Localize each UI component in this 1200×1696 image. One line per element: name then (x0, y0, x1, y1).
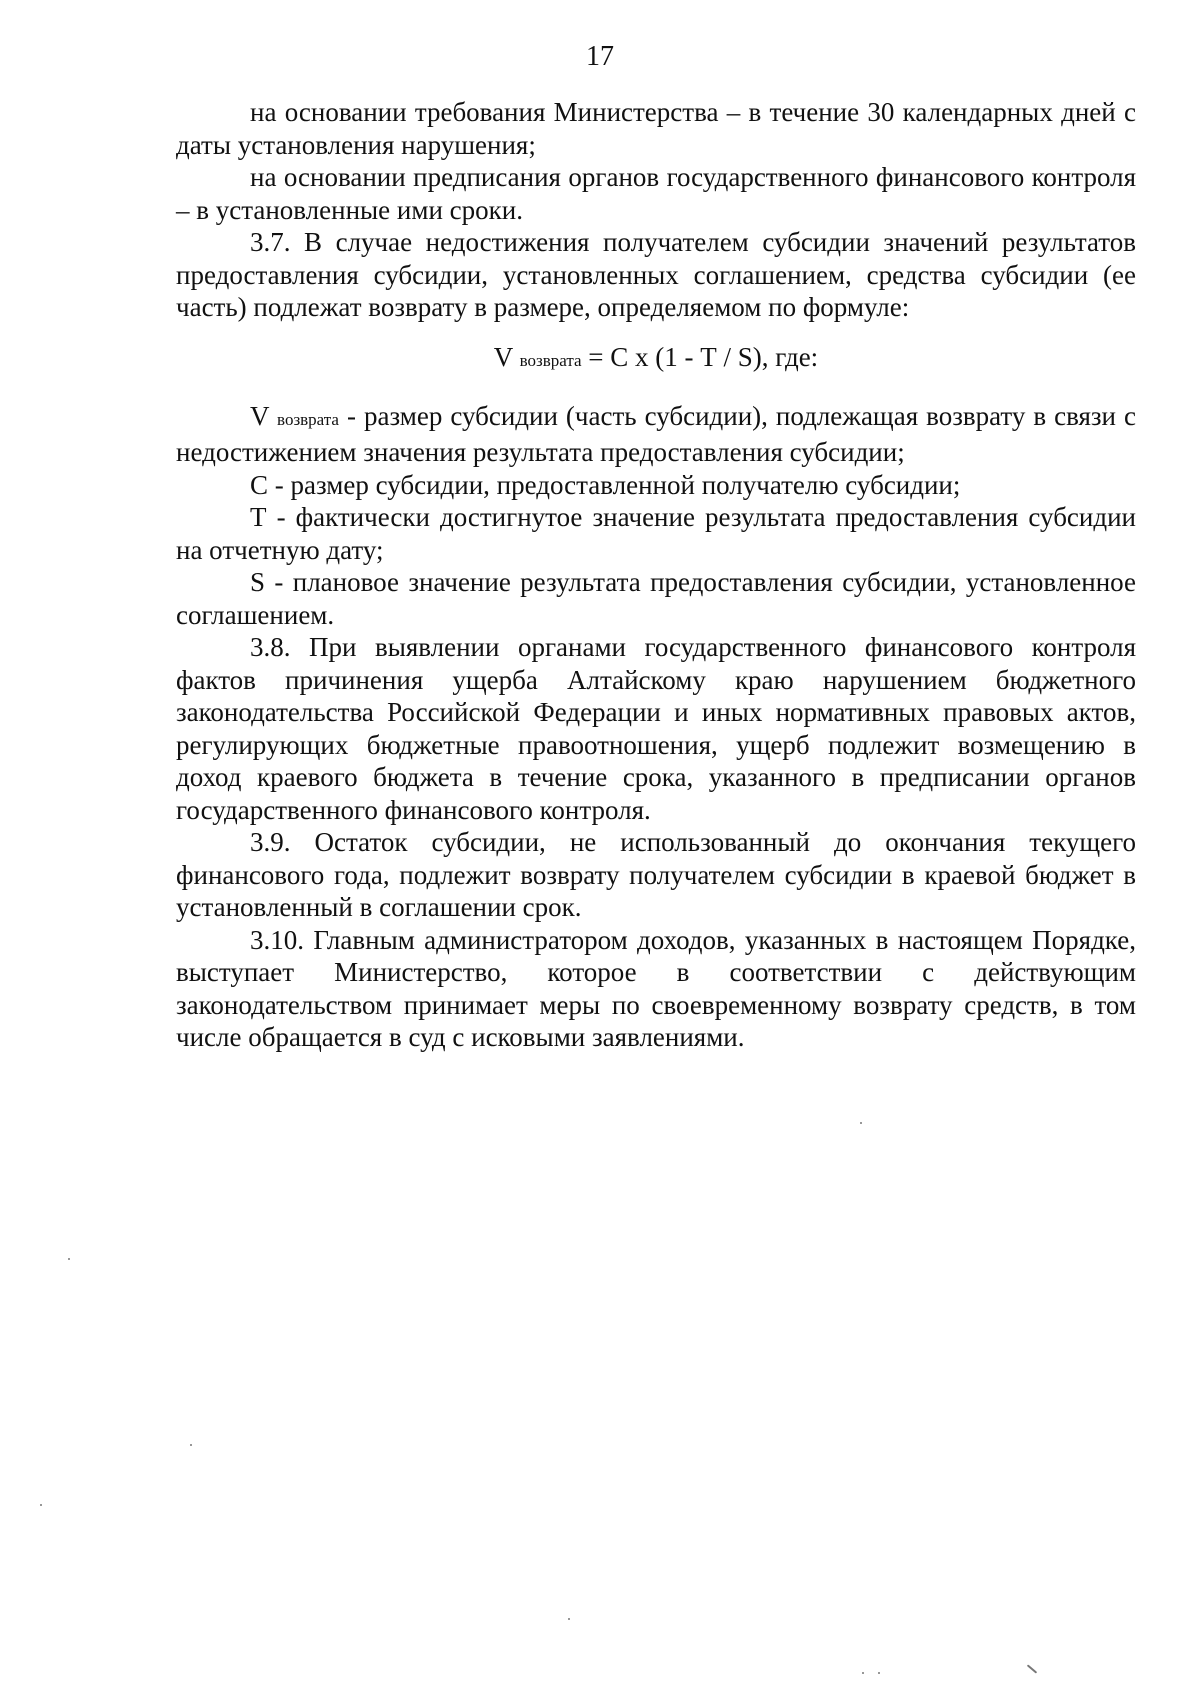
definition-t: Т - фактически достигнутое значение результата предоставления субсидии на отчетную дату; (176, 502, 1136, 565)
scan-speck (862, 1672, 864, 1674)
formula-subscript: возврата (519, 350, 582, 370)
page-number: 17 (586, 41, 614, 72)
scan-speck (68, 1258, 70, 1260)
paragraph-financial-control-order: на основании предписания органов государственного финансового контроля – в установленные ими сроки. (176, 162, 1136, 225)
scan-speck (568, 1618, 570, 1620)
scan-speck (860, 1122, 862, 1124)
formula-expression: = С х (1 - Т / S), где: (588, 341, 819, 372)
paragraph-3-7: 3.7. В случае недостижения получателем субсидии значений результатов предоставления субсидии, установленных соглашением, средства субсидии (ее часть) подлежат возврату в размере, определяемом по формуле: (176, 227, 1136, 322)
document-body (176, 96, 1136, 1054)
paragraph-ministry-requirement: на основании требования Министерства – в течение 30 календарных дней с даты установления нарушения; (176, 97, 1136, 160)
definition-v-subscript: возврата (277, 409, 339, 429)
refund-formula (176, 340, 1136, 378)
scan-speck (190, 1444, 192, 1446)
paragraph-3-10: 3.10. Главным администратором доходов, указанных в настоящем Порядке, выступает Министерство, которое в соответствии с действующим законодательством принимает меры по своевременному возврату средств, в том числе обращается в суд с исковыми заявлениями. (176, 924, 1136, 1052)
paragraph-3-9: 3.9. Остаток субсидии, не использованный до окончания текущего финансового года, подлежит возврату получателем субсидии в краевой бюджет в установленный в соглашении срок. (176, 827, 1136, 922)
paragraph-3-8: 3.8. При выявлении органами государственного финансового контроля фактов причинения ущерба Алтайскому краю нарушением бюджетного законодательства Российской Федерации и иных нормативных правовых актов, регулирующих бюджетные правоотношения, ущерб подлежит возмещению в доход краевого бюджета в течение срока, указанного в предписании органов государственного финансового контроля. (176, 632, 1136, 825)
scan-speck (878, 1672, 880, 1674)
definition-v (176, 400, 1136, 469)
formula-symbol-v: V (493, 341, 513, 372)
definition-v-symbol: V (250, 400, 270, 431)
definition-v-text: - размер субсидии (часть субсидии), подлежащая возврату в связи с недостижением значения результата предоставления субсидии; (176, 400, 1137, 467)
definition-c: С - размер субсидии, предоставленной получателю субсидии; (250, 469, 961, 500)
scan-speck (1027, 1664, 1037, 1673)
definition-s: S - плановое значение результата предоставления субсидии, установленное соглашением. (176, 567, 1136, 630)
scan-speck (40, 1504, 42, 1506)
